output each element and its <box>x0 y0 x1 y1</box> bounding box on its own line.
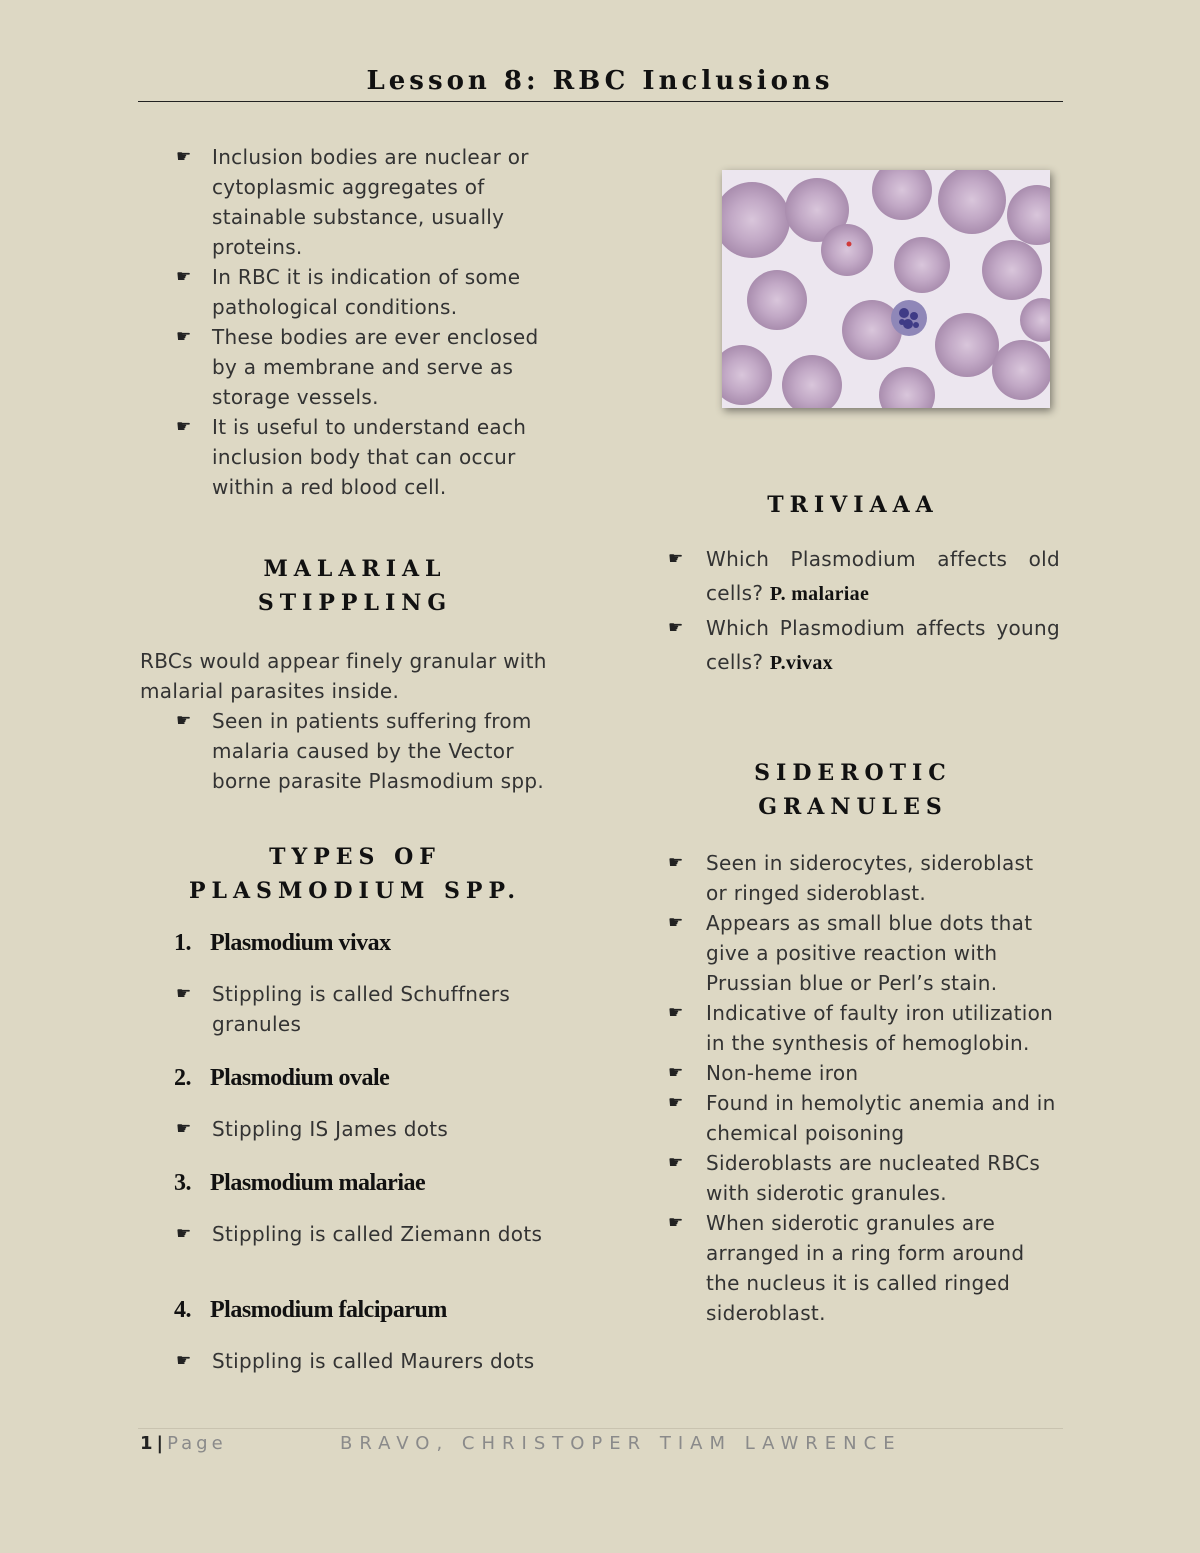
siderotic-bullet-list <box>668 848 1060 1328</box>
list-item: ☛ It is useful to understand each inclusion body that can occur within a red blood cell. <box>140 412 560 502</box>
list-item: ☛ These bodies are ever enclosed by a membrane and serve as storage vessels. <box>140 322 560 412</box>
intro-bullet-list <box>140 142 560 502</box>
list-item: ☛ Which Plasmodium affects old cells? P. malariae <box>668 542 1060 611</box>
pointing-hand-icon: ☛ <box>668 1213 684 1233</box>
pointing-hand-icon: ☛ <box>668 618 684 638</box>
pointing-hand-icon: ☛ <box>176 1224 192 1244</box>
blood-smear-image <box>722 170 1050 408</box>
pointing-hand-icon: ☛ <box>668 853 684 873</box>
pointing-hand-icon: ☛ <box>176 417 192 437</box>
types-heading: TYPES OF PLASMODIUM SPP. <box>188 844 522 904</box>
trivia-list <box>668 542 1060 680</box>
pointing-hand-icon: ☛ <box>176 1351 192 1371</box>
list-item: ☛ Seen in patients suffering from malaria caused by the Vector borne parasite Plasmodium spp. <box>140 706 560 796</box>
page-footer <box>140 1433 902 1454</box>
species-title: 2. Plasmodium ovale <box>174 1065 390 1091</box>
malarial-bullet-list <box>140 706 560 796</box>
malarial-heading: MALARIAL STIPPLING <box>257 556 453 616</box>
species-block-1 <box>140 930 560 1039</box>
list-item: ☛ Stippling IS James dots <box>140 1114 560 1144</box>
pointing-hand-icon: ☛ <box>668 1063 684 1083</box>
pointing-hand-icon: ☛ <box>176 711 192 731</box>
pointing-hand-icon: ☛ <box>668 549 684 569</box>
pointing-hand-icon: ☛ <box>176 1119 192 1139</box>
list-item: ☛ Non-heme iron <box>668 1058 1060 1088</box>
page-title: Lesson 8: RBC Inclusions <box>366 66 834 96</box>
list-item: ☛ In RBC it is indication of some pathological conditions. <box>140 262 560 322</box>
species-block-3 <box>140 1170 560 1249</box>
blood-smear-micrograph <box>722 170 1050 408</box>
title-underline <box>138 101 1063 102</box>
list-item: ☛ Stippling is called Maurers dots <box>140 1346 560 1376</box>
author-name: BRAVO, CHRISTOPER TIAM LAWRENCE <box>340 1433 902 1454</box>
trivia-heading: TRIVIAAA <box>767 492 939 518</box>
list-item: ☛ Indicative of faulty iron utilization in the synthesis of hemoglobin. <box>668 998 1060 1058</box>
list-item: ☛ Stippling is called Ziemann dots <box>140 1219 560 1249</box>
page-label: Page <box>167 1433 227 1454</box>
list-item: ☛ Sideroblasts are nucleated RBCs with siderotic granules. <box>668 1148 1060 1208</box>
list-item: ☛ When siderotic granules are arranged in a ring form around the nucleus it is called ringed sideroblast. <box>668 1208 1060 1328</box>
species-block-2 <box>140 1065 560 1144</box>
list-item: ☛ Seen in siderocytes, sideroblast or ringed sideroblast. <box>668 848 1060 908</box>
pointing-hand-icon: ☛ <box>176 267 192 287</box>
pointing-hand-icon: ☛ <box>176 147 192 167</box>
pointing-hand-icon: ☛ <box>176 984 192 1004</box>
pointing-hand-icon: ☛ <box>668 1003 684 1023</box>
right-column <box>668 488 1060 1328</box>
siderotic-heading: SIDEROTIC GRANULES <box>754 760 952 820</box>
list-item: ☛ Inclusion bodies are nuclear or cytoplasmic aggregates of stainable substance, usually proteins. <box>140 142 560 262</box>
species-title: 4. Plasmodium falciparum <box>174 1297 447 1323</box>
left-column <box>140 142 560 1376</box>
species-title: 1. Plasmodium vivax <box>174 930 391 956</box>
list-item: ☛ Which Plasmodium affects young cells? P.vivax <box>668 611 1060 680</box>
pointing-hand-icon: ☛ <box>668 1093 684 1113</box>
species-block-4 <box>140 1297 560 1376</box>
list-item: ☛ Found in hemolytic anemia and in chemical poisoning <box>668 1088 1060 1148</box>
list-item: ☛ Appears as small blue dots that give a positive reaction with Prussian blue or Perl’s stain. <box>668 908 1060 998</box>
pointing-hand-icon: ☛ <box>176 327 192 347</box>
species-title: 3. Plasmodium malariae <box>174 1170 426 1196</box>
malarial-description: RBCs would appear finely granular with malarial parasites inside. <box>140 649 547 703</box>
pointing-hand-icon: ☛ <box>668 913 684 933</box>
list-item: ☛ Stippling is called Schuffners granules <box>140 979 560 1039</box>
footer-rule <box>138 1428 1063 1429</box>
footer-separator: | <box>156 1433 164 1454</box>
page-number: 1 <box>140 1433 153 1454</box>
pointing-hand-icon: ☛ <box>668 1153 684 1173</box>
